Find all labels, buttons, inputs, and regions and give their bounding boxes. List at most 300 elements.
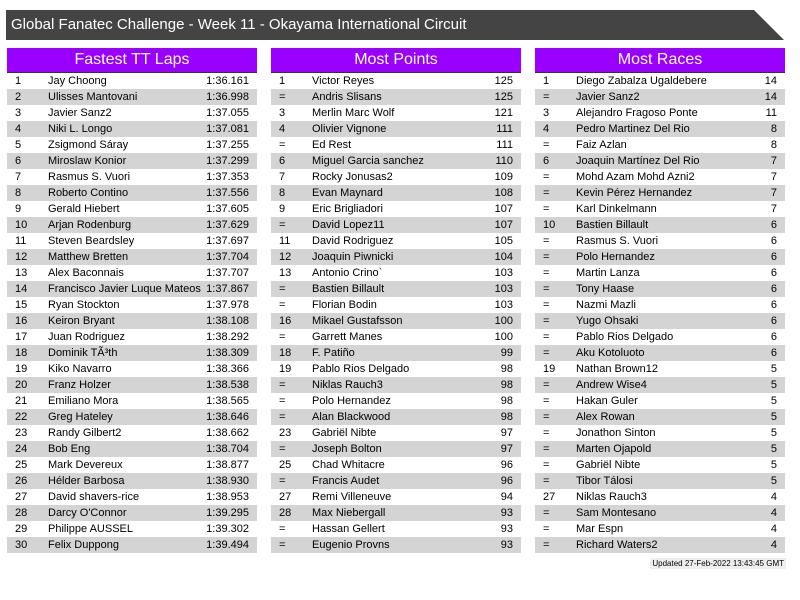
driver-name-cell: Max Niebergall	[312, 507, 386, 519]
rank-cell: =	[279, 523, 286, 535]
value-cell: 1:37.353	[206, 171, 249, 183]
rank-cell: =	[279, 299, 286, 311]
rank-cell: =	[543, 523, 550, 535]
value-cell: 111	[496, 123, 513, 135]
value-cell: 5	[770, 443, 777, 455]
driver-name-cell: Miroslaw Konior	[48, 155, 127, 167]
value-cell: 100	[494, 331, 513, 343]
table-row	[7, 201, 257, 217]
value-cell: 96	[500, 475, 513, 487]
driver-name-cell: Andrew Wise4	[576, 379, 647, 391]
rank-cell: 24	[15, 443, 28, 455]
table-row	[535, 329, 785, 345]
rank-cell: 12	[279, 251, 292, 263]
table-row	[535, 441, 785, 457]
driver-name-cell: Faiz Azlan	[576, 139, 627, 151]
value-cell: 110	[495, 155, 513, 167]
value-cell: 7	[770, 155, 777, 167]
table-row	[271, 393, 521, 409]
table-row	[7, 233, 257, 249]
table-row	[7, 457, 257, 473]
driver-name-cell: Andris Slisans	[312, 91, 382, 103]
driver-name-cell: Polo Hernandez	[576, 251, 655, 263]
table-row	[7, 537, 257, 553]
table-row	[7, 249, 257, 265]
table-row	[271, 185, 521, 201]
driver-name-cell: Darcy O'Connor	[48, 507, 127, 519]
driver-name-cell: Nathan Brown12	[576, 363, 658, 375]
value-cell: 105	[494, 235, 513, 247]
table-row	[271, 425, 521, 441]
rank-cell: 17	[15, 331, 28, 343]
driver-name-cell: Francis Audet	[312, 475, 380, 487]
value-cell: 1:36.161	[206, 75, 249, 87]
panel-fastest-tt-laps	[7, 48, 257, 553]
value-cell: 98	[500, 363, 513, 375]
value-cell: 1:37.299	[206, 155, 249, 167]
driver-name-cell: Francisco Javier Luque Mateos	[48, 283, 201, 295]
driver-name-cell: Tibor Tálosi	[576, 475, 633, 487]
rank-cell: =	[543, 283, 550, 295]
driver-name-cell: Niki L. Longo	[48, 123, 113, 135]
value-cell: 6	[770, 283, 777, 295]
table-row	[535, 201, 785, 217]
value-cell: 100	[494, 315, 513, 327]
table-row	[271, 105, 521, 121]
value-cell: 1:38.662	[206, 427, 249, 439]
value-cell: 1:37.255	[206, 139, 249, 151]
driver-name-cell: Gerald Hiebert	[48, 203, 120, 215]
rank-cell: =	[543, 411, 550, 423]
driver-name-cell: Joaquin Piwnicki	[312, 251, 394, 263]
value-cell: 14	[764, 91, 777, 103]
table-row	[271, 537, 521, 553]
value-cell: 5	[770, 475, 777, 487]
driver-name-cell: Javier Sanz2	[48, 107, 112, 119]
value-cell: 7	[770, 171, 777, 183]
value-cell: 5	[770, 427, 777, 439]
rank-cell: 3	[279, 107, 286, 119]
table-row	[271, 169, 521, 185]
value-cell: 107	[494, 219, 513, 231]
value-cell: 7	[770, 203, 777, 215]
table-row	[7, 297, 257, 313]
driver-name-cell: Arjan Rodenburg	[48, 219, 132, 231]
table-row	[7, 73, 257, 89]
value-cell: 14	[764, 75, 777, 87]
value-cell: 98	[500, 411, 513, 423]
driver-name-cell: Olivier Vignone	[312, 123, 387, 135]
rank-cell: =	[543, 475, 550, 487]
table-row	[7, 265, 257, 281]
value-cell: 1:37.055	[206, 107, 249, 119]
rank-cell: 5	[15, 139, 22, 151]
rank-cell: 6	[279, 155, 286, 167]
rank-cell: 20	[15, 379, 28, 391]
value-cell: 4	[770, 539, 777, 551]
driver-name-cell: Polo Hernandez	[312, 395, 391, 407]
driver-name-cell: Victor Reyes	[312, 75, 375, 87]
rank-cell: =	[543, 459, 550, 471]
table-row	[271, 217, 521, 233]
value-cell: 5	[770, 363, 777, 375]
table-row	[7, 473, 257, 489]
table-row	[7, 393, 257, 409]
updated-timestamp: Updated 27-Feb-2022 13:43:45 GMT	[652, 559, 784, 568]
driver-name-cell: Randy Gilbert2	[48, 427, 122, 439]
rank-cell: 6	[15, 155, 22, 167]
rank-cell: =	[279, 411, 286, 423]
panel-most-races	[535, 48, 785, 553]
table-row	[271, 89, 521, 105]
table-row	[271, 153, 521, 169]
leaderboard-rows	[271, 73, 521, 553]
driver-name-cell: Felix Duppong	[48, 539, 119, 551]
value-cell: 125	[494, 91, 513, 103]
rank-cell: 10	[543, 219, 556, 231]
value-cell: 1:37.697	[206, 235, 249, 247]
driver-name-cell: Eugenio Provns	[312, 539, 390, 551]
table-row	[7, 121, 257, 137]
driver-name-cell: Rocky Jonusas2	[312, 171, 393, 183]
driver-name-cell: Karl Dinkelmann	[576, 203, 657, 215]
rank-cell: =	[543, 91, 550, 103]
table-row	[535, 153, 785, 169]
table-row	[271, 121, 521, 137]
table-row	[7, 361, 257, 377]
rank-cell: =	[543, 299, 550, 311]
rank-cell: 1	[279, 75, 286, 87]
driver-name-cell: David shavers-rice	[48, 491, 140, 503]
value-cell: 1:37.629	[206, 219, 249, 231]
table-row	[535, 393, 785, 409]
table-row	[271, 345, 521, 361]
table-row	[271, 521, 521, 537]
driver-name-cell: Javier Sanz2	[576, 91, 640, 103]
rank-cell: 4	[279, 123, 286, 135]
driver-name-cell: Rasmus S. Vuori	[48, 171, 131, 183]
rank-cell: =	[543, 347, 550, 359]
table-row	[271, 489, 521, 505]
table-row	[7, 329, 257, 345]
value-cell: 6	[770, 235, 777, 247]
rank-cell: =	[279, 395, 286, 407]
value-cell: 108	[494, 187, 513, 199]
rank-cell: 11	[15, 235, 27, 247]
value-cell: 6	[770, 331, 777, 343]
value-cell: 97	[500, 443, 513, 455]
leaderboard-rows	[7, 73, 257, 553]
rank-cell: 18	[279, 347, 292, 359]
driver-name-cell: Diego Zabalza Ugaldebere	[576, 75, 707, 87]
value-cell: 103	[494, 283, 513, 295]
rank-cell: 18	[15, 347, 28, 359]
driver-name-cell: Gabriël Nibte	[312, 427, 377, 439]
table-row	[535, 313, 785, 329]
value-cell: 1:38.565	[206, 395, 249, 407]
table-row	[7, 153, 257, 169]
driver-name-cell: Jonathon Sinton	[576, 427, 656, 439]
table-row	[535, 281, 785, 297]
value-cell: 94	[500, 491, 513, 503]
table-row	[271, 313, 521, 329]
driver-name-cell: Chad Whitacre	[312, 459, 385, 471]
rank-cell: 1	[15, 75, 22, 87]
rank-cell: 7	[15, 171, 22, 183]
value-cell: 93	[500, 507, 513, 519]
driver-name-cell: Aku Kotoluoto	[576, 347, 645, 359]
rank-cell: =	[279, 283, 286, 295]
value-cell: 8	[770, 123, 777, 135]
driver-name-cell: Joseph Bolton	[312, 443, 382, 455]
panel-heading: Most Races	[535, 48, 785, 73]
rank-cell: =	[279, 219, 286, 231]
table-row	[271, 377, 521, 393]
driver-name-cell: Nazmi Mazli	[576, 299, 636, 311]
rank-cell: =	[279, 443, 286, 455]
rank-cell: 13	[279, 267, 292, 279]
value-cell: 1:38.930	[206, 475, 249, 487]
driver-name-cell: Joaquin Martínez Del Rio	[576, 155, 700, 167]
rank-cell: 27	[279, 491, 292, 503]
leaderboard-rows	[535, 73, 785, 553]
driver-name-cell: Alan Blackwood	[312, 411, 391, 423]
value-cell: 6	[770, 219, 777, 231]
driver-name-cell: Miguel Garcia sanchez	[312, 155, 424, 167]
value-cell: 103	[494, 299, 513, 311]
rank-cell: =	[543, 331, 550, 343]
table-row	[535, 121, 785, 137]
driver-name-cell: Ed Rest	[312, 139, 352, 151]
rank-cell: 13	[15, 267, 28, 279]
rank-cell: 15	[15, 299, 28, 311]
table-row	[535, 345, 785, 361]
driver-name-cell: Hélder Barbosa	[48, 475, 125, 487]
value-cell: 93	[500, 523, 513, 535]
table-row	[7, 521, 257, 537]
value-cell: 99	[500, 347, 513, 359]
rank-cell: 22	[15, 411, 28, 423]
rank-cell: 3	[15, 107, 22, 119]
driver-name-cell: Alejandro Fragoso Ponte	[576, 107, 698, 119]
driver-name-cell: Matthew Bretten	[48, 251, 129, 263]
table-row	[7, 169, 257, 185]
table-row	[271, 473, 521, 489]
value-cell: 1:38.292	[206, 331, 249, 343]
driver-name-cell: Jay Choong	[48, 75, 107, 87]
table-row	[535, 425, 785, 441]
table-row	[535, 457, 785, 473]
table-row	[7, 281, 257, 297]
rank-cell: 19	[543, 363, 556, 375]
driver-name-cell: Hakan Guler	[576, 395, 638, 407]
driver-name-cell: Alex Rowan	[576, 411, 635, 423]
value-cell: 7	[770, 187, 777, 199]
value-cell: 97	[500, 427, 513, 439]
table-row	[271, 361, 521, 377]
rank-cell: 27	[15, 491, 28, 503]
value-cell: 4	[770, 523, 777, 535]
table-row	[271, 249, 521, 265]
table-row	[535, 73, 785, 89]
driver-name-cell: Niklas Rauch3	[312, 379, 383, 391]
table-row	[7, 441, 257, 457]
table-row	[535, 185, 785, 201]
value-cell: 6	[770, 315, 777, 327]
value-cell: 1:37.081	[206, 123, 249, 135]
value-cell: 11	[765, 107, 777, 119]
value-cell: 1:38.953	[206, 491, 249, 503]
table-row	[535, 377, 785, 393]
table-row	[535, 409, 785, 425]
rank-cell: 27	[543, 491, 556, 503]
table-row	[7, 425, 257, 441]
value-cell: 104	[494, 251, 513, 263]
rank-cell: =	[279, 475, 286, 487]
value-cell: 1:38.646	[206, 411, 249, 423]
value-cell: 1:39.302	[206, 523, 249, 535]
value-cell: 4	[770, 507, 777, 519]
value-cell: 1:37.867	[206, 283, 249, 295]
panel-heading: Fastest TT Laps	[7, 48, 257, 73]
table-row	[535, 233, 785, 249]
table-row	[7, 377, 257, 393]
table-row	[271, 281, 521, 297]
title-bar	[6, 10, 784, 40]
rank-cell: =	[543, 171, 550, 183]
rank-cell: 14	[15, 283, 28, 295]
value-cell: 1:38.108	[206, 315, 249, 327]
table-row	[271, 441, 521, 457]
value-cell: 1:37.605	[206, 203, 249, 215]
table-row	[271, 73, 521, 89]
driver-name-cell: Zsigmond Sáray	[48, 139, 129, 151]
table-row	[7, 345, 257, 361]
rank-cell: =	[279, 139, 286, 151]
driver-name-cell: Yugo Ohsaki	[576, 315, 639, 327]
driver-name-cell: Hassan Gellert	[312, 523, 385, 535]
rank-cell: 11	[279, 235, 291, 247]
rank-cell: =	[279, 331, 286, 343]
table-row	[535, 505, 785, 521]
value-cell: 6	[770, 251, 777, 263]
rank-cell: 16	[279, 315, 292, 327]
table-row	[7, 505, 257, 521]
value-cell: 6	[770, 267, 777, 279]
driver-name-cell: Juan Rodriguez	[48, 331, 126, 343]
table-row	[7, 137, 257, 153]
rank-cell: =	[543, 379, 550, 391]
rank-cell: =	[279, 91, 286, 103]
rank-cell: 6	[543, 155, 550, 167]
rank-cell: 7	[279, 171, 286, 183]
rank-cell: =	[543, 427, 550, 439]
rank-cell: 12	[15, 251, 28, 263]
driver-name-cell: Emiliano Mora	[48, 395, 119, 407]
rank-cell: =	[543, 395, 550, 407]
value-cell: 5	[770, 459, 777, 471]
rank-cell: 3	[543, 107, 550, 119]
rank-cell: 4	[543, 123, 550, 135]
table-row	[7, 489, 257, 505]
driver-name-cell: Bastien Billault	[576, 219, 649, 231]
table-row	[271, 505, 521, 521]
value-cell: 1:39.494	[206, 539, 249, 551]
value-cell: 4	[770, 491, 777, 503]
driver-name-cell: Mohd Azam Mohd Azni2	[576, 171, 695, 183]
rank-cell: =	[279, 379, 286, 391]
table-row	[535, 105, 785, 121]
rank-cell: 25	[15, 459, 28, 471]
table-row	[7, 217, 257, 233]
rank-cell: 2	[15, 91, 22, 103]
rank-cell: =	[543, 251, 550, 263]
rank-cell: 28	[15, 507, 28, 519]
value-cell: 1:37.707	[206, 267, 249, 279]
table-row	[7, 313, 257, 329]
driver-name-cell: David Rodriguez	[312, 235, 394, 247]
driver-name-cell: Merlin Marc Wolf	[312, 107, 395, 119]
driver-name-cell: Franz Holzer	[48, 379, 111, 391]
driver-name-cell: F. Patiño	[312, 347, 355, 359]
table-row	[271, 409, 521, 425]
table-row	[535, 169, 785, 185]
table-row	[7, 105, 257, 121]
rank-cell: 26	[15, 475, 28, 487]
rank-cell: 10	[15, 219, 28, 231]
rank-cell: 30	[15, 539, 28, 551]
value-cell: 5	[770, 411, 777, 423]
table-row	[535, 249, 785, 265]
value-cell: 1:37.704	[206, 251, 249, 263]
table-row	[535, 489, 785, 505]
driver-name-cell: Bob Eng	[48, 443, 91, 455]
driver-name-cell: Bastien Billault	[312, 283, 385, 295]
driver-name-cell: David Lopez11	[312, 219, 385, 231]
driver-name-cell: Martin Lanza	[576, 267, 640, 279]
table-row	[7, 89, 257, 105]
value-cell: 1:36.998	[206, 91, 249, 103]
driver-name-cell: Kiko Navarro	[48, 363, 112, 375]
driver-name-cell: Gabriël Nibte	[576, 459, 641, 471]
rank-cell: =	[543, 235, 550, 247]
driver-name-cell: Mar Espn	[576, 523, 624, 535]
rank-cell: 8	[279, 187, 286, 199]
rank-cell: 23	[15, 427, 28, 439]
rank-cell: 1	[543, 75, 550, 87]
table-row	[271, 265, 521, 281]
table-row	[7, 409, 257, 425]
value-cell: 1:38.309	[206, 347, 249, 359]
table-row	[535, 361, 785, 377]
driver-name-cell: Greg Hateley	[48, 411, 113, 423]
driver-name-cell: Keiron Bryant	[48, 315, 115, 327]
rank-cell: 19	[15, 363, 28, 375]
driver-name-cell: Pablo Rios Delgado	[312, 363, 410, 375]
table-row	[271, 201, 521, 217]
rank-cell: =	[543, 315, 550, 327]
rank-cell: 19	[279, 363, 292, 375]
value-cell: 111	[496, 139, 513, 151]
rank-cell: 23	[279, 427, 292, 439]
driver-name-cell: Antonio Crino`	[312, 267, 383, 279]
rank-cell: =	[543, 539, 550, 551]
table-row	[535, 137, 785, 153]
rank-cell: =	[543, 139, 550, 151]
driver-name-cell: Roberto Contino	[48, 187, 129, 199]
driver-name-cell: Steven Beardsley	[48, 235, 135, 247]
value-cell: 98	[500, 379, 513, 391]
